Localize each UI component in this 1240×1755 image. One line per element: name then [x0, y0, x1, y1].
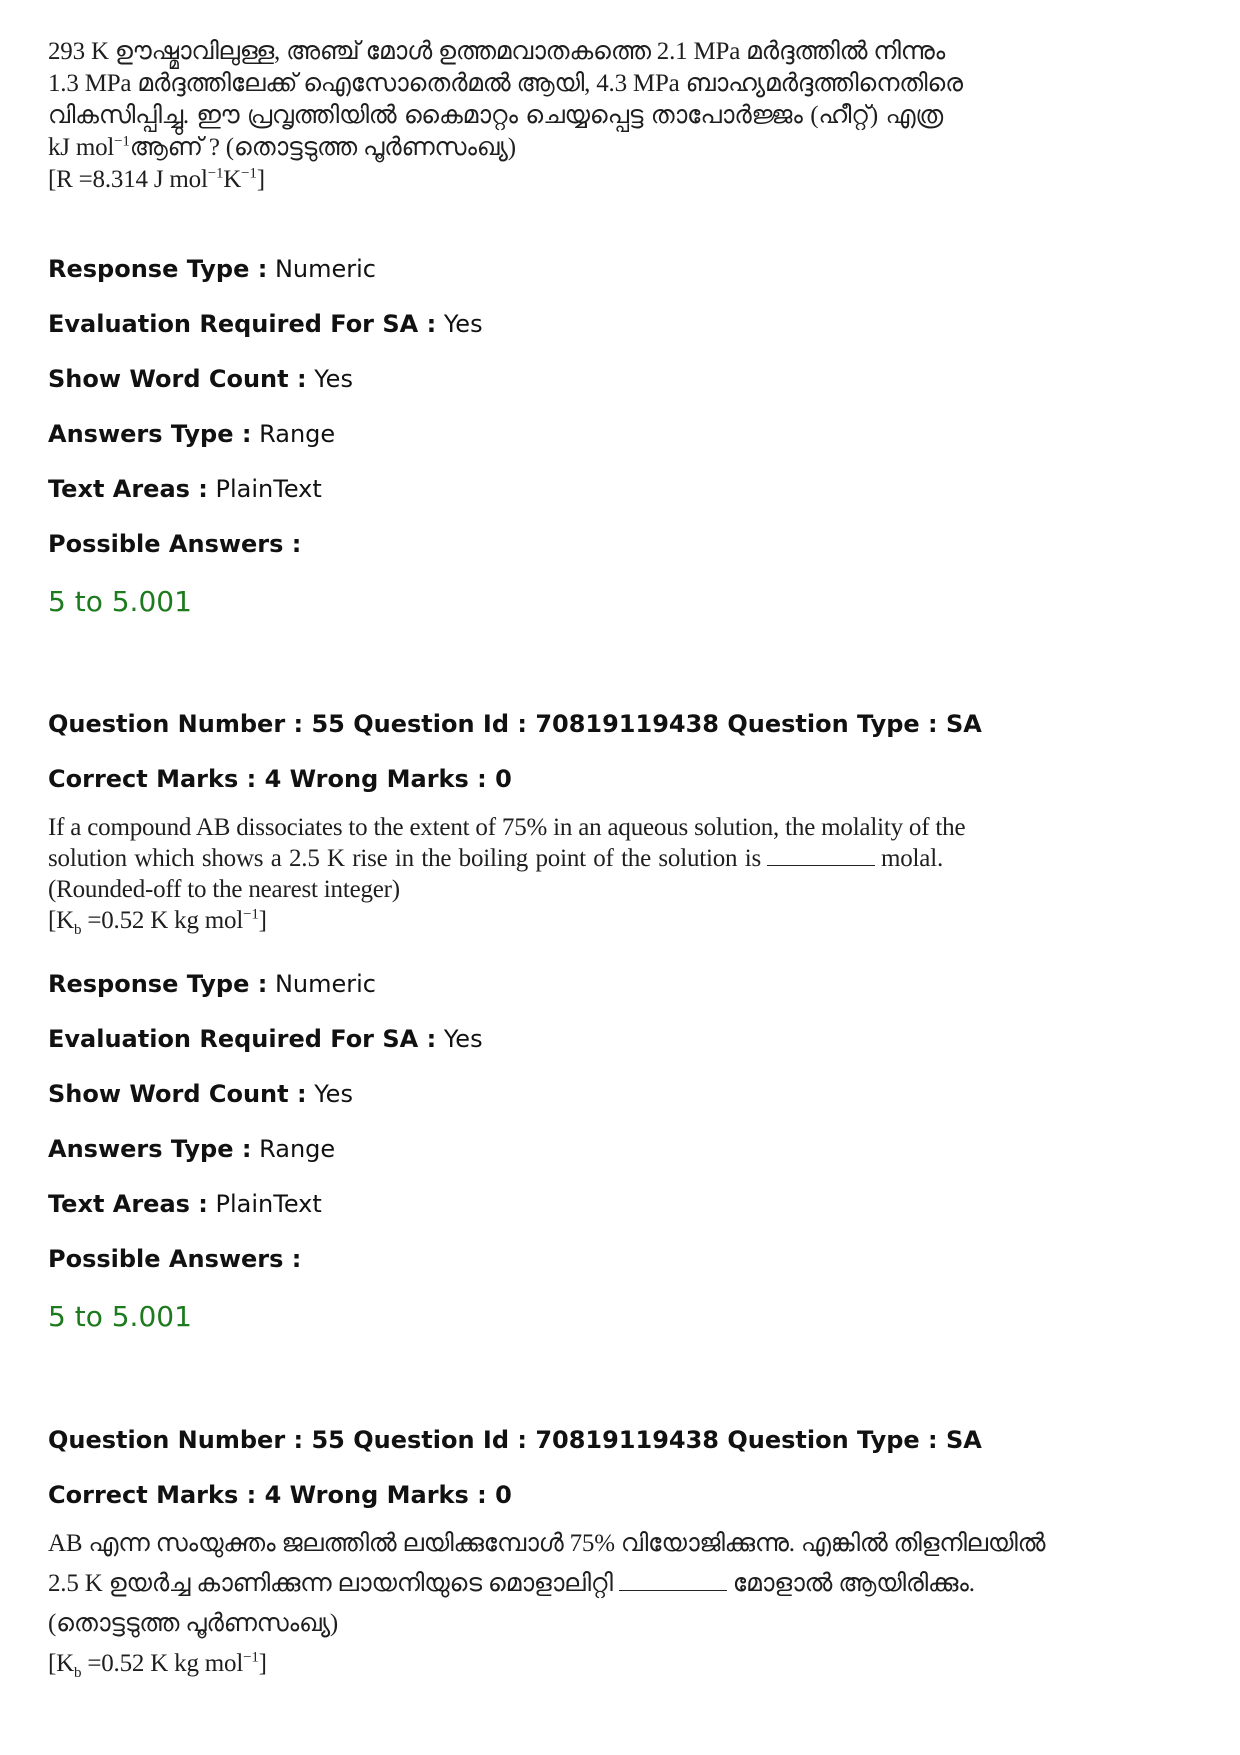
answer-blank	[767, 864, 875, 866]
meta-value: Yes	[314, 1080, 353, 1108]
constant-text: [K	[48, 907, 74, 934]
meta-value: Range	[259, 1135, 336, 1163]
question-text-line: AB എന്ന സംയുക്തം ജലത്തിൽ ലയിക്കുമ്പോൾ 75% വിയോജിക്കുന്നു. എങ്കിൽ തിളനിലയിൽ	[48, 1530, 1046, 1557]
constant-text: [R =8.314 J mol	[48, 166, 208, 193]
constant-text: ]	[258, 1650, 267, 1677]
meta-value: Yes	[443, 310, 483, 338]
text-areas	[48, 1189, 322, 1219]
question-text-tail: മോളാൽ ആയിരിക്കും.	[732, 1570, 975, 1597]
constant-text: =0.52 K kg mol	[81, 907, 244, 934]
show-word-count	[48, 364, 353, 394]
response-type	[48, 969, 376, 999]
meta-value: Numeric	[274, 970, 376, 998]
subscript: b	[73, 922, 82, 938]
meta-label: Show Word Count :	[48, 1080, 307, 1108]
meta-label: Evaluation Required For SA :	[48, 1025, 437, 1053]
question-image-english-molality	[48, 812, 966, 938]
meta-label: Possible Answers :	[48, 1245, 302, 1273]
question-text-line: (തൊട്ടടുത്ത പൂർണസംഖ്യ)	[48, 1610, 339, 1637]
meta-label: Show Word Count :	[48, 365, 307, 393]
meta-label: Answers Type :	[48, 1135, 252, 1163]
question-header: Question Number : 55 Question Id : 70819119438 Question Type : SA	[48, 1426, 982, 1454]
meta-label: Text Areas :	[48, 1190, 208, 1218]
meta-value: Range	[259, 420, 336, 448]
meta-label: Text Areas :	[48, 475, 208, 503]
meta-label: Possible Answers :	[48, 530, 302, 558]
meta-value: Yes	[443, 1025, 483, 1053]
question-text-line: (Rounded-off to the nearest integer)	[48, 876, 400, 903]
kb-constant	[48, 905, 948, 936]
question-text: 2.5 K ഉയർച്ച കാണിക്കുന്ന ലായനിയുടെ മൊളാലിറ്റി	[48, 1570, 613, 1597]
meta-label: Evaluation Required For SA :	[48, 310, 437, 338]
constant-text: =0.52 K kg mol	[81, 1650, 244, 1677]
evaluation-required	[48, 1024, 483, 1054]
constant-text: ]	[256, 166, 265, 193]
possible-answers-label	[48, 529, 301, 559]
superscript: −1	[243, 1649, 259, 1666]
question-text: solution which shows a 2.5 K rise in the boiling point of the solution is	[48, 845, 762, 872]
question-image-malayalam-molality	[48, 1524, 1046, 1684]
subscript: b	[73, 1665, 82, 1681]
marks-line: Correct Marks : 4 Wrong Marks : 0	[48, 765, 512, 793]
question-text-line: 293 K ഊഷ്മാവിലുള്ള, അഞ്ച് മോൾ ഉത്തമവാതകത്തെ 2.1 MPa മർദ്ദത്തിൽ നിന്നും	[48, 38, 946, 65]
show-word-count	[48, 1079, 353, 1109]
meta-value: Yes	[314, 365, 353, 393]
question-text-line	[48, 1564, 975, 1604]
possible-answer: 5 to 5.001	[48, 585, 192, 618]
superscript: −1	[243, 906, 259, 923]
question-text-tail: ആണ് ? (തൊട്ടടുത്ത പൂർണസംഖ്യ)	[129, 134, 516, 161]
marks-line: Correct Marks : 4 Wrong Marks : 0	[48, 1481, 512, 1509]
answers-type	[48, 1134, 335, 1164]
evaluation-required	[48, 309, 483, 339]
unit-text: kJ mol	[48, 134, 115, 161]
answer-blank	[619, 1589, 727, 1591]
meta-value: Numeric	[274, 255, 376, 283]
kb-constant	[48, 1644, 948, 1684]
meta-value: PlainText	[215, 475, 322, 503]
response-type	[48, 254, 376, 284]
question-header: Question Number : 55 Question Id : 70819119438 Question Type : SA	[48, 710, 982, 738]
constant-text: [K	[48, 1650, 74, 1677]
meta-label: Response Type :	[48, 970, 268, 998]
gas-constant	[48, 164, 948, 196]
superscript: −1	[241, 165, 257, 182]
possible-answers-label	[48, 1244, 301, 1274]
possible-answer: 5 to 5.001	[48, 1300, 192, 1333]
question-text-line	[48, 132, 948, 164]
constant-text: K	[223, 166, 242, 193]
question-text-tail: molal.	[881, 845, 943, 872]
meta-value: PlainText	[215, 1190, 322, 1218]
superscript: −1	[114, 133, 130, 150]
superscript: −1	[207, 165, 224, 182]
answers-type	[48, 419, 335, 449]
question-text-line: 1.3 MPa മർദ്ദത്തിലേക്ക് ഐസോതെർമൽ ആയി, 4.3 MPa ബാഹ്യമർദ്ദത്തിനെതിരെ	[48, 70, 963, 97]
question-text-line: വികസിപ്പിച്ചു. ഈ പ്രവൃത്തിയിൽ കൈമാറ്റം ചെയ്യപ്പെട്ട താപോർജ്ജം (ഹീറ്റ്) എത്ര	[48, 102, 943, 129]
question-text-line	[48, 843, 943, 874]
meta-label: Answers Type :	[48, 420, 252, 448]
question-image-malayalam-thermo	[48, 36, 963, 196]
constant-text: ]	[258, 907, 267, 934]
question-text-line: If a compound AB dissociates to the extent of 75% in an aqueous solution, the molality of the	[48, 814, 966, 841]
text-areas	[48, 474, 322, 504]
meta-label: Response Type :	[48, 255, 268, 283]
